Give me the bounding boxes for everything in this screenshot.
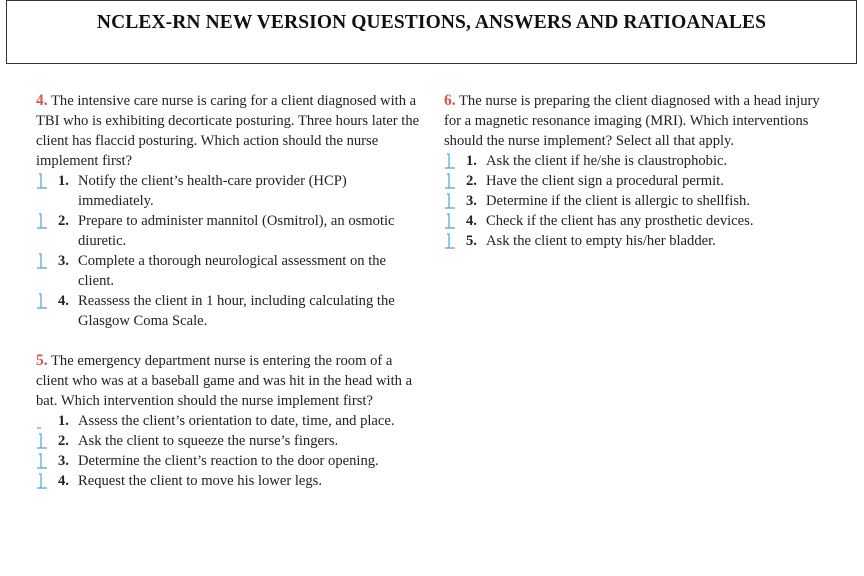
answer-option[interactable]	[36, 291, 424, 331]
option-number: 4.	[58, 473, 69, 489]
option-number: 3.	[58, 453, 69, 469]
answer-options	[36, 171, 424, 331]
answer-option[interactable]	[444, 231, 824, 251]
answer-option[interactable]	[444, 191, 824, 211]
question-6	[444, 91, 824, 251]
option-text: Determine the client’s reaction to the door opening.	[78, 453, 379, 469]
checkbox-icon[interactable]	[444, 153, 456, 169]
option-number: 1.	[466, 153, 477, 169]
answer-option[interactable]	[36, 211, 424, 251]
option-text: Ask the client to squeeze the nurse’s fingers.	[78, 433, 339, 449]
option-number: 3.	[58, 253, 69, 269]
option-number: 1.	[58, 173, 69, 189]
option-text: Ask the client if he/she is claustrophobic.	[486, 153, 728, 169]
option-text: Reassess the client in 1 hour, including calculating the Glasgow Coma Scale.	[78, 293, 395, 329]
checkbox-icon[interactable]	[36, 413, 48, 429]
answer-option[interactable]	[36, 251, 424, 291]
option-text: Complete a thorough neurological assessment on the client.	[78, 253, 387, 289]
question-4	[36, 91, 424, 331]
option-text: Determine if the client is allergic to shellfish.	[486, 193, 750, 209]
question-stem	[444, 91, 824, 151]
question-stem	[36, 91, 424, 171]
option-text: Check if the client has any prosthetic devices.	[486, 213, 754, 229]
document-title: NCLEX-RN NEW VERSION QUESTIONS, ANSWERS AND RATIOANALES	[96, 12, 767, 33]
option-number: 4.	[466, 213, 477, 229]
answer-options	[444, 151, 824, 251]
option-text: Ask the client to empty his/her bladder.	[486, 233, 716, 249]
option-number: 2.	[58, 213, 69, 229]
option-text: Assess the client’s orientation to date, time, and place.	[78, 413, 395, 429]
checkbox-icon[interactable]	[36, 213, 48, 229]
answer-option[interactable]	[36, 171, 424, 211]
option-text: Have the client sign a procedural permit.	[486, 173, 724, 189]
option-number: 2.	[466, 173, 477, 189]
question-number: 5.	[36, 352, 48, 369]
question-text: The emergency department nurse is entering the room of a client who was at a baseball game and was hit in the head with a bat. Which intervention should the nurse implement first?	[36, 353, 413, 409]
document-header	[6, 0, 857, 64]
question-text: The intensive care nurse is caring for a client diagnosed with a TBI who is exhibiting decorticate posturing. Three hours later the client has flaccid posturing. Which action should the nurse implement first?	[36, 93, 420, 169]
question-number: 4.	[36, 92, 48, 109]
question-text: The nurse is preparing the client diagnosed with a head injury for a magnetic resonance imaging (MRI). Which interventions should the nurse implement? Select all that apply.	[444, 93, 820, 149]
option-text: Notify the client’s health-care provider (HCP) immediately.	[78, 173, 347, 209]
option-text: Prepare to administer mannitol (Osmitrol), an osmotic diuretic.	[78, 213, 395, 249]
checkbox-icon[interactable]	[36, 453, 48, 469]
question-5	[36, 351, 424, 491]
left-column	[36, 91, 424, 503]
checkbox-icon[interactable]	[36, 293, 48, 309]
answer-option[interactable]	[36, 411, 424, 431]
right-column	[444, 91, 824, 263]
option-number: 2.	[58, 433, 69, 449]
option-number: 1.	[58, 413, 69, 429]
checkbox-icon[interactable]	[36, 433, 48, 449]
option-text: Request the client to move his lower legs.	[78, 473, 322, 489]
question-number: 6.	[444, 92, 456, 109]
answer-option[interactable]	[444, 211, 824, 231]
answer-option[interactable]	[444, 171, 824, 191]
answer-options	[36, 411, 424, 491]
checkbox-icon[interactable]	[36, 173, 48, 189]
option-number: 3.	[466, 193, 477, 209]
checkbox-icon[interactable]	[36, 253, 48, 269]
answer-option[interactable]	[36, 451, 424, 471]
option-number: 4.	[58, 293, 69, 309]
checkbox-icon[interactable]	[36, 473, 48, 489]
option-number: 5.	[466, 233, 477, 249]
answer-option[interactable]	[444, 151, 824, 171]
answer-option[interactable]	[36, 471, 424, 491]
checkbox-icon[interactable]	[444, 193, 456, 209]
question-stem	[36, 351, 424, 411]
answer-option[interactable]	[36, 431, 424, 451]
checkbox-icon[interactable]	[444, 213, 456, 229]
checkbox-icon[interactable]	[444, 233, 456, 249]
checkbox-icon[interactable]	[444, 173, 456, 189]
